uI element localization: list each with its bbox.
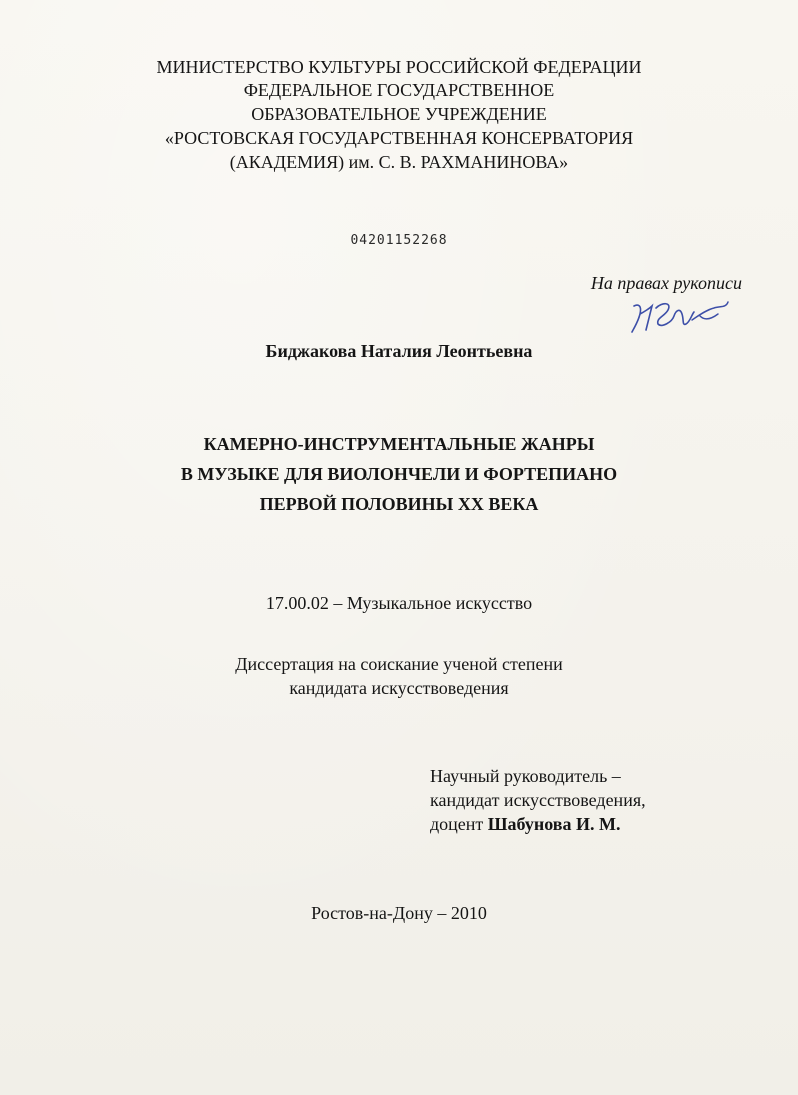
title-line-2: В МУЗЫКЕ ДЛЯ ВИОЛОНЧЕЛИ И ФОРТЕПИАНО [180,464,618,484]
institution-line-1: МИНИСТЕРСТВО КУЛЬТУРЫ РОССИЙСКОЙ ФЕДЕРАЦИИ [156,57,642,77]
signature-image [628,296,732,336]
institution-line-4: «РОСТОВСКАЯ ГОСУДАРСТВЕННАЯ КОНСЕРВАТОРИЯ [164,128,634,148]
city-year: Ростов-на-Дону – 2010 [311,903,487,923]
advisor-line-1: Научный руководитель – [430,766,621,786]
title-line-1: КАМЕРНО-ИНСТРУМЕНТАЛЬНЫЕ ЖАНРЫ [203,434,595,454]
manuscript-note: На правах рукописи [590,273,742,293]
institution-line-3: ОБРАЗОВАТЕЛЬНОЕ УЧРЕЖДЕНИЕ [251,104,547,124]
institution-line-2: ФЕДЕРАЛЬНОЕ ГОСУДАРСТВЕННОЕ [243,80,555,100]
institution-line-5: (АКАДЕМИЯ) им. С. В. РАХМАНИНОВА» [229,152,569,172]
advisor-line-3 [430,813,621,835]
advisor-line-2: кандидат искусствоведения, [430,790,646,810]
specialty: 17.00.02 – Музыкальное искусство [265,593,533,613]
author-name: Биджакова Наталия Леонтьевна [265,341,533,361]
advisor-title: доцент [430,814,488,834]
title-line-3: ПЕРВОЙ ПОЛОВИНЫ XX ВЕКА [259,494,539,514]
degree-line-2: кандидата искусствоведения [289,678,509,698]
degree-line-1: Диссертация на соискание ученой степени [235,654,563,674]
catalog-number: 04201152268 [350,233,448,248]
advisor-name: Шабунова И. М. [487,814,621,834]
